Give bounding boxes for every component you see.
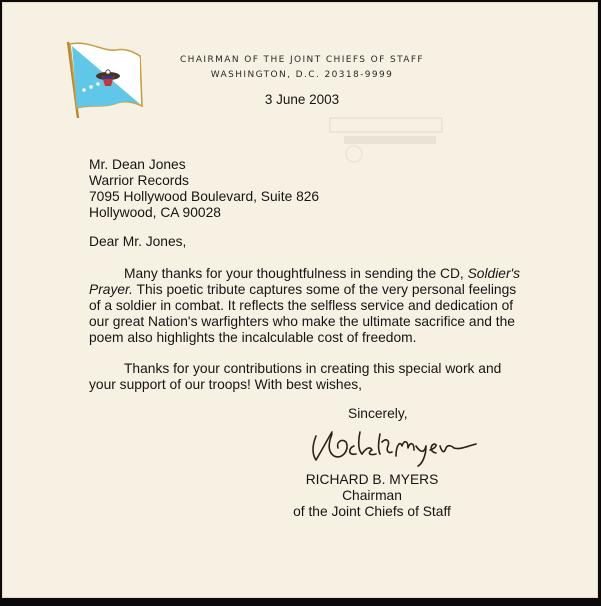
recipient-street: 7095 Hollywood Boulevard, Suite 826 <box>89 189 320 204</box>
handwritten-signature <box>302 420 482 472</box>
letterhead-address: WASHINGTON, D.C. 20318-9999 <box>210 70 394 80</box>
chairman-flag-emblem <box>64 38 146 118</box>
body-paragraph-2 <box>89 361 501 393</box>
signer-block <box>272 472 472 520</box>
p1-line-4: our great Nation's warfighters who make the ultimate sacrifice and the <box>89 314 515 329</box>
p1-line-3: of a soldier in combat. It reflects the selfless service and dedication of <box>89 298 514 313</box>
letter-page <box>2 2 598 598</box>
recipient-address <box>89 157 319 221</box>
closing: Sincerely, <box>348 406 408 421</box>
letterhead-title: CHAIRMAN OF THE JOINT CHIEFS OF STAFF <box>180 55 424 65</box>
signer-org: of the Joint Chiefs of Staff <box>293 504 451 519</box>
signer-name: RICHARD B. MYERS <box>305 472 439 487</box>
recipient-name: Mr. Dean Jones <box>89 157 186 172</box>
show-through-stamp <box>324 114 454 164</box>
p1-line-5: poem also highlights the incalculable cost of freedom. <box>89 330 417 345</box>
recipient-city: Hollywood, CA 90028 <box>89 205 221 220</box>
p2-line-2: your support of our troops! With best wishes, <box>89 377 362 392</box>
signer-title: Chairman <box>342 488 402 503</box>
p1-line-2: Prayer. This poetic tribute captures some of the very personal feelings <box>89 282 517 297</box>
p1-line-1: Many thanks for your thoughtfulness in sending the CD, Soldier's <box>124 266 521 281</box>
salutation: Dear Mr. Jones, <box>89 234 187 249</box>
recipient-org: Warrior Records <box>89 173 189 188</box>
p2-line-1: Thanks for your contributions in creating this special work and <box>124 361 502 376</box>
letter-date: 3 June 2003 <box>264 92 340 107</box>
body-paragraph-1 <box>89 266 520 346</box>
